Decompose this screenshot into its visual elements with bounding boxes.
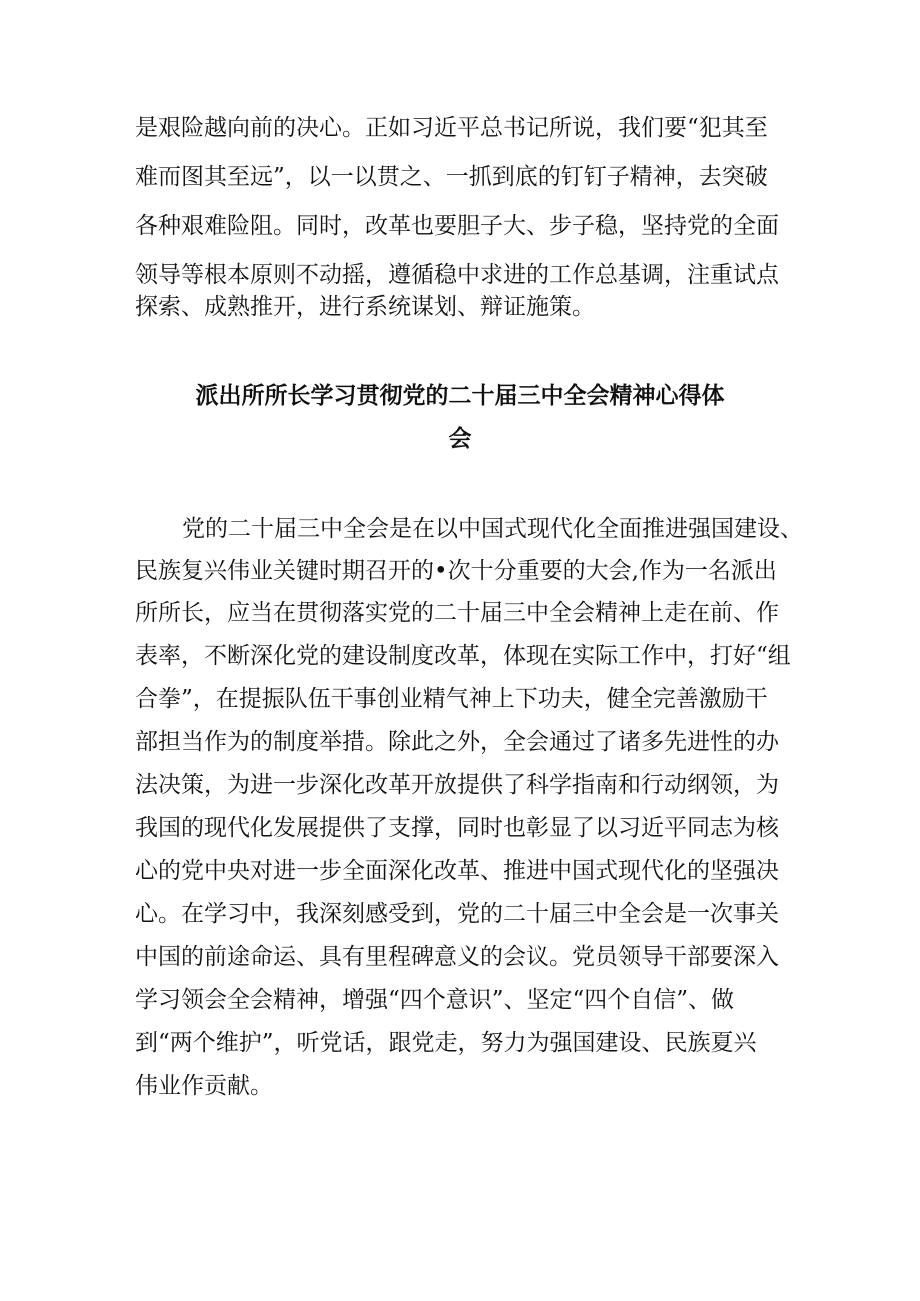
text-line: 学习领会全会精神，增强“四个意识”、坚定“四个自信”、做: [135, 987, 735, 1013]
text-line: 探索、成熟推开，进行系统谋划、辩证施策。: [135, 294, 595, 320]
text-line: 我国的现代化发展提供了支撑，同时也彰显了以习近平同志为核: [135, 815, 779, 841]
text-line: 党的二十届三中全会是在以中国式现代化全面推进强国建设、: [182, 516, 803, 542]
text-line: 各种艰难险阻。同时，改革也要胆子大、步子稳，坚持党的全面: [135, 213, 779, 239]
text-line: 伟业作贡献。: [135, 1073, 273, 1099]
text-line: 心。在学习中，我深刻感受到，党的二十届三中全会是一次事关: [135, 901, 779, 927]
text-line: 到“两个维护”，听党话，跟党走，努力为强国建设、民族夏兴: [135, 1030, 757, 1056]
text-line: 法决策，为进一步深化改革开放提供了科学指南和行动纲领，为: [135, 772, 779, 798]
text-line: 部担当作为的制度举措。除此之外，全会通过了诸多先进性的办: [135, 729, 779, 755]
text-line: 中国的前途命运、具有里程碑意义的会议。党员领导干部要深入: [135, 944, 779, 970]
text-line: 领导等根本原则不动摇，遵循稳中求进的工作总基调，注重试点: [135, 262, 779, 288]
article-title-line: 会: [448, 426, 472, 452]
text-line: 是艰险越向前的决心。正如习近平总书记所说，我们要“犯其至: [135, 115, 768, 141]
text-line: 心的党中央对进一步全面深化改革、推进中国式现代化的坚强决: [135, 858, 779, 884]
text-line: 合拳”，在提振队伍干事创业精气神上下功夫，健全完善激励干: [135, 686, 768, 712]
article-title-line: 派出所所长学习贯彻党的二十届三中全会精神心得体: [195, 383, 725, 409]
text-line: 表率，不断深化党的建设制度改革，体现在实际工作中，打好“组: [135, 643, 791, 669]
text-line: 所所长，应当在贯彻落实党的二十届三中全会精神上走在前、作: [135, 600, 779, 626]
text-line: 难而图其至远”，以一以贯之、一抓到底的钉钉子精神，去突破: [135, 164, 768, 190]
text-line: 民族复兴伟业关键时期召开的•次十分重要的大会,作为一名派出: [135, 558, 777, 584]
